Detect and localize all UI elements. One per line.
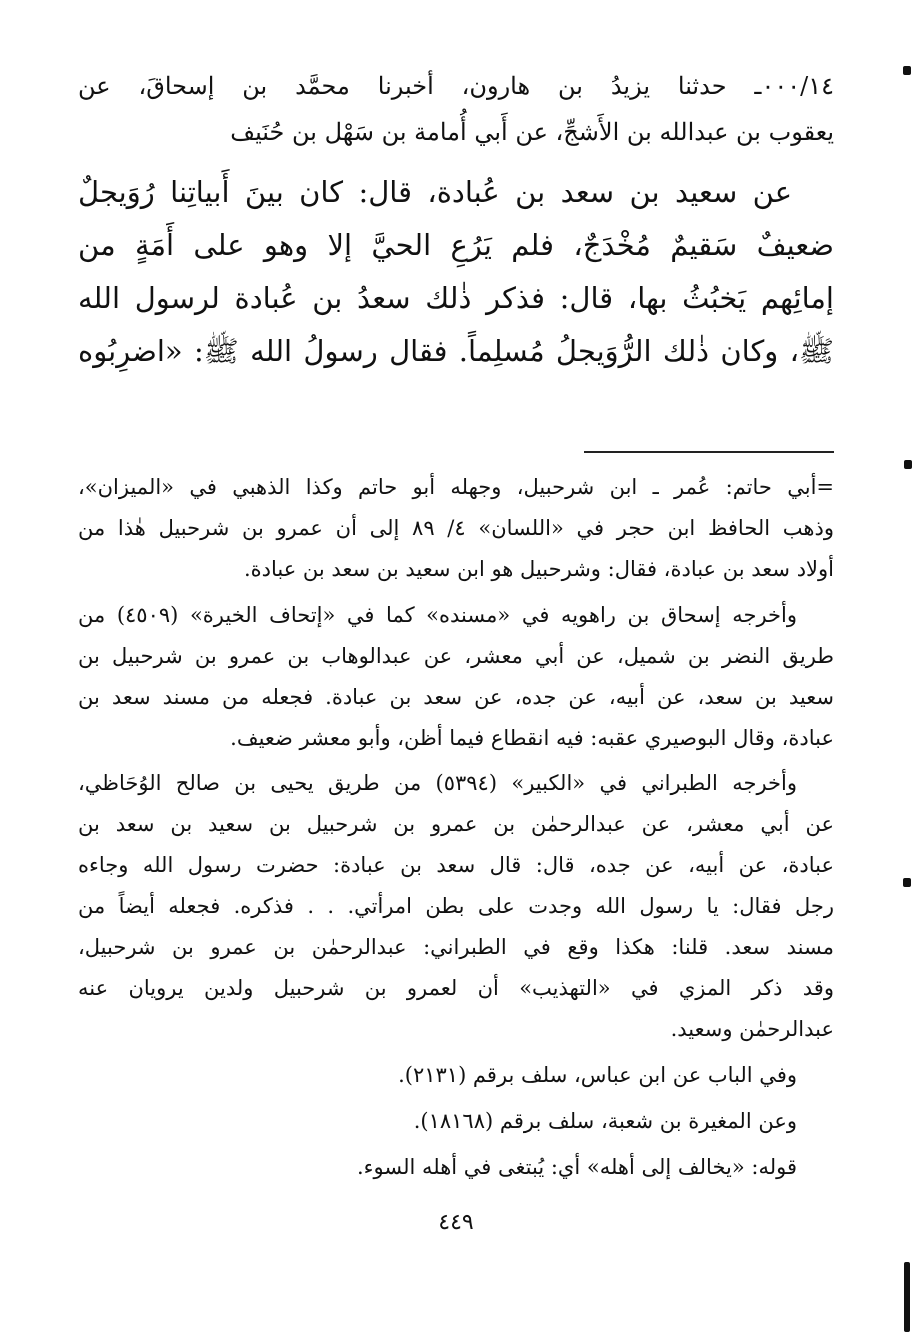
footnote-line: رجل فقال: يا رسول الله وجدت على بطن امرأتي. . . فذكره. فجعله أيضاً من: [78, 894, 834, 918]
footnote-line: وفي الباب عن ابن عباس، سلف برقم (٢١٣١).: [398, 1063, 797, 1087]
scan-mark: [903, 66, 911, 75]
hadith-header-line: ٠٠٠/١٤ـ حدثنا يزيدُ بن هارون، أخبرنا محمَّد بن إسحاقَ، عن: [78, 72, 834, 100]
footnote-line: عن أبي معشر، عن عبدالرحمٰن بن عمرو بن شرحبيل بن سعيد بن سعد بن: [78, 812, 834, 836]
scan-mark: [904, 460, 912, 469]
hadith-text-line: عن سعيد بن سعد بن عُبادة، قال: كان بينَ أَبياتِنا رُوَيجلٌ: [78, 175, 792, 209]
hadith-text-line: ضعيفٌ سَقيمٌ مُخْدَجٌ، فلم يَرُعِ الحيَّ إلا وهو على أَمَةٍ من: [78, 228, 834, 262]
footnote-line: عبادة، وقال البوصيري عقبه: فيه انقطاع فيما أظن، وأبو معشر ضعيف.: [230, 726, 834, 750]
scan-mark: [903, 878, 911, 887]
footnote-line: =أبي حاتم: عُمر ـ ابن شرحبيل، وجهله أبو حاتم وكذا الذهبي في «الميزان»،: [78, 475, 834, 499]
footnote-line: مسند سعد. قلنا: هكذا وقع في الطبراني: عبدالرحمٰن بن عمرو بن شرحبيل،: [78, 935, 834, 959]
page-number: ٤٤٩: [438, 1210, 474, 1235]
footnote-line: وقد ذكر المزي في «التهذيب» أن لعمرو بن شرحبيل ولدين يرويان عنه: [78, 976, 834, 1000]
footnote-line: عبدالرحمٰن وسعيد.: [670, 1017, 834, 1041]
footnote-line: طريق النضر بن شميل، عن أبي معشر، عن عبدالوهاب بن عمرو بن شرحبيل بن: [78, 644, 834, 668]
hadith-text-line: ﷺ، وكان ذٰلك الرُّوَيجلُ مُسلِماً. فقال رسولُ الله ﷺ: «اضرِبُوه: [78, 334, 834, 368]
footnote-line: وعن المغيرة بن شعبة، سلف برقم (١٨١٦٨).: [413, 1109, 797, 1133]
scan-edge-mark: [904, 1262, 910, 1332]
footnote-separator: [584, 451, 834, 453]
footnote-line: سعيد بن سعد، عن أبيه، عن جده، عن سعد بن عبادة. فجعله من مسند سعد بن: [78, 685, 834, 709]
footnote-line: عبادة، عن أبيه، عن جده، قال: قال سعد بن عبادة: حضرت رسول الله وجاءه: [78, 853, 834, 877]
footnote-line: وأخرجه الطبراني في «الكبير» (٥٣٩٤) من طريق يحيى بن صالح الوُحَاظي،: [78, 771, 797, 795]
footnote-line: وأخرجه إسحاق بن راهويه في «مسنده» كما في «إتحاف الخيرة» (٤٥٠٩) من: [78, 603, 798, 627]
footnote-line: وذهب الحافظ ابن حجر في «اللسان» ٤/ ٨٩ إلى أن عمرو بن شرحبيل هٰذا من: [78, 516, 834, 540]
hadith-header-line: يعقوب بن عبدالله بن الأَشجِّ، عن أَبي أُمامة بن سَهْل بن حُنَيف: [230, 118, 834, 146]
hadith-text-line: إمائِهم يَخبُثُ بها، قال: فذكر ذٰلك سعدُ بن عُبادة لرسول الله: [78, 281, 834, 315]
footnote-line: قوله: «يخالف إلى أهله» أي: يُبتغى في أهله السوء.: [356, 1155, 797, 1179]
footnote-line: أولاد سعد بن عبادة، فقال: وشرحبيل هو ابن سعيد بن سعد بن عبادة.: [243, 557, 834, 581]
